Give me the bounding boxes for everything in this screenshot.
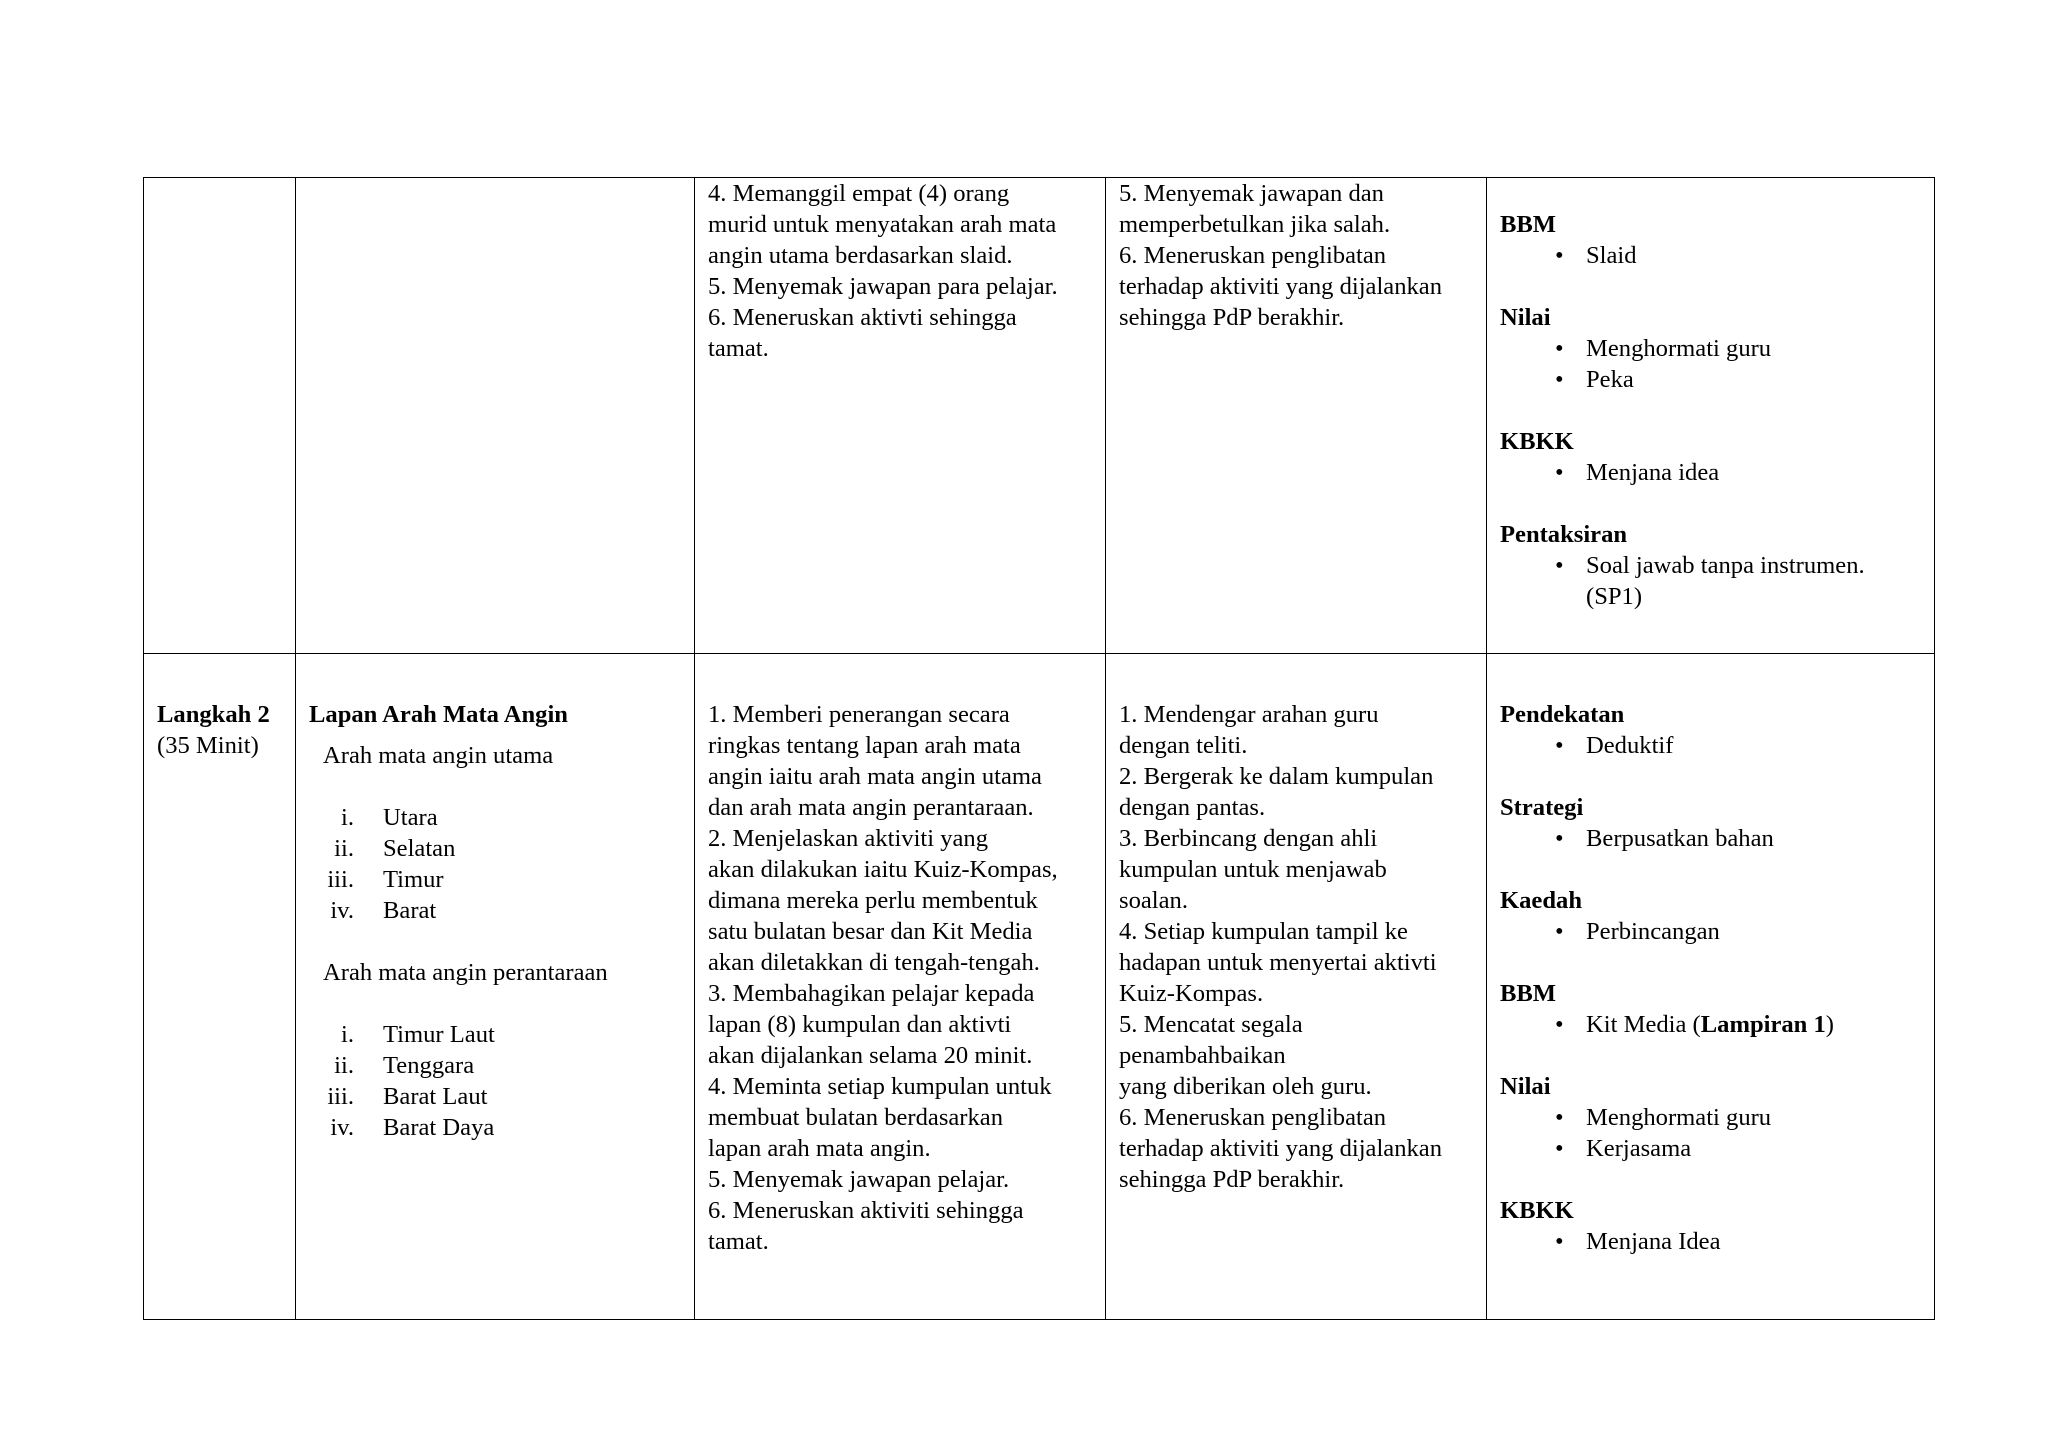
text-line: membuat bulatan berdasarkan [708,1104,1004,1131]
list-item [1555,1009,1924,1040]
spacer [1500,947,1924,978]
text-line: sehingga PdP berakhir. [1119,1166,1345,1193]
nilai-heading: Nilai [1500,1073,1551,1100]
text-line: ringkas tentang lapan arah mata [708,732,1021,759]
list-text: Timur Laut [383,1021,495,1048]
list-text: Kit Media ( [1586,1011,1701,1038]
text-line: 6. Meneruskan aktivti sehingga [708,304,1017,331]
text-line: 4. Memanggil empat (4) orang [708,180,1010,207]
notes-cell [1487,654,1935,1320]
list-text: Tenggara [383,1052,475,1079]
list-text: Utara [383,804,438,831]
student-activity-cell [1106,654,1487,1320]
pendekatan-heading: Pendekatan [1500,701,1625,728]
spacer [1500,271,1924,302]
text-line: dengan pantas. [1119,794,1266,821]
strategi-list [1500,823,1924,854]
text-line: penambahbaikan [1119,1042,1286,1069]
kaedah-list [1500,916,1924,947]
text-line: akan dijalankan selama 20 minit. [708,1042,1033,1069]
list-item: • Berpusatkan bahan [1555,823,1924,854]
list-item [309,1050,684,1081]
list-item: • Slaid [1555,240,1924,271]
bbm-heading: BBM [1500,980,1557,1007]
spacer [1500,395,1924,426]
text-line: tamat. [708,1228,769,1255]
student-activity-cell [1106,178,1487,654]
list-number: iii. [327,1083,354,1110]
text-line: dan arah mata angin perantaraan. [708,794,1034,821]
lesson-plan-table [143,177,1935,1320]
list-item: • Deduktif [1555,730,1924,761]
text-line: 5. Menyemak jawapan dan [1119,180,1384,207]
appendix-reference: Lampiran 1 [1700,1011,1826,1038]
list-item [309,895,684,926]
text-line: 5. Mencatat segala [1119,1011,1303,1038]
list-item: • Menjana Idea [1555,1226,1924,1257]
list-text: ) [1825,1011,1834,1038]
list-item: • Menghormati guru [1555,1102,1924,1133]
text-line: terhadap aktiviti yang dijalankan [1119,1135,1443,1162]
text-line: hadapan untuk menyertai aktivti [1119,949,1437,976]
text-line: angin utama berdasarkan slaid. [708,242,1013,269]
utama-label: Arah mata angin utama [323,742,554,769]
list-item [309,833,684,864]
step-cell [144,654,296,1320]
list-text: Selatan [383,835,456,862]
nilai-heading: Nilai [1500,304,1551,331]
pentaksiran-list [1500,550,1924,612]
list-item-line: (SP1) [1586,583,1643,610]
content-cell [296,178,695,654]
teacher-activity-cell [695,178,1106,654]
text-line: yang diberikan oleh guru. [1119,1073,1372,1100]
kaedah-heading: Kaedah [1500,887,1582,914]
text-line: satu bulatan besar dan Kit Media [708,918,1033,945]
text-line: tamat. [708,335,769,362]
text-line: dengan teliti. [1119,732,1248,759]
list-number: iii. [327,866,354,893]
text-line: soalan. [1119,887,1188,914]
text-line: lapan (8) kumpulan dan aktivti [708,1011,1012,1038]
nilai-list [1500,333,1924,395]
text-line: 2. Bergerak ke dalam kumpulan [1119,763,1434,790]
list-item [309,1019,684,1050]
text-line: kumpulan untuk menjawab [1119,856,1387,883]
spacer [1500,178,1924,209]
kbkk-heading: KBKK [1500,1197,1574,1224]
pentaksiran-heading: Pentaksiran [1500,521,1628,548]
list-item: • Menghormati guru [1555,333,1924,364]
bbm-heading: BBM [1500,211,1557,238]
text-line: murid untuk menyatakan arah mata [708,211,1057,238]
list-text: Barat [383,897,437,924]
text-line: 4. Meminta setiap kumpulan untuk [708,1073,1052,1100]
topic-title: Lapan Arah Mata Angin [309,701,568,728]
text-line: 2. Menjelaskan aktiviti yang [708,825,989,852]
list-item-line: Soal jawab tanpa instrumen. [1586,552,1865,579]
list-item [1555,550,1924,612]
text-line: 3. Berbincang dengan ahli [1119,825,1378,852]
text-line: 4. Setiap kumpulan tampil ke [1119,918,1408,945]
list-item: • Kerjasama [1555,1133,1924,1164]
bbm-list [1500,240,1924,271]
list-item: • Menjana idea [1555,457,1924,488]
table-row [144,178,1935,654]
text-line: 6. Meneruskan penglibatan [1119,242,1387,269]
kbkk-list [1500,1226,1924,1257]
list-number: iv. [330,1114,354,1141]
spacer [1500,761,1924,792]
bbm-list [1500,1009,1924,1040]
text-line: 5. Menyemak jawapan para pelajar. [708,273,1058,300]
content-cell [296,654,695,1320]
notes-cell [1487,178,1935,654]
list-text: Barat Laut [383,1083,488,1110]
list-item: • Peka [1555,364,1924,395]
spacer [1500,1164,1924,1195]
utama-list [309,802,684,926]
spacer [1500,1040,1924,1071]
kbkk-list [1500,457,1924,488]
text-line: memperbetulkan jika salah. [1119,211,1391,238]
kbkk-heading: KBKK [1500,428,1574,455]
perantaraan-label: Arah mata angin perantaraan [323,959,608,986]
text-line: 1. Memberi penerangan secara [708,701,1010,728]
spacer [1500,488,1924,519]
text-line: angin iaitu arah mata angin utama [708,763,1042,790]
nilai-list [1500,1102,1924,1164]
list-item [309,1081,684,1112]
text-line: akan dilakukan iaitu Kuiz-Kompas, [708,856,1058,883]
teacher-activity-cell [695,654,1106,1320]
text-line: sehingga PdP berakhir. [1119,304,1345,331]
list-text: Timur [383,866,444,893]
text-line: dimana mereka perlu membentuk [708,887,1038,914]
list-number: i. [341,1021,354,1048]
perantaraan-list [309,1019,684,1143]
list-number: iv. [330,897,354,924]
text-line: 6. Meneruskan penglibatan [1119,1104,1387,1131]
table-row [144,654,1935,1320]
spacer [309,730,684,740]
spacer [309,771,684,802]
list-item [309,1112,684,1143]
spacer [309,926,684,957]
text-line: terhadap aktiviti yang dijalankan [1119,273,1443,300]
text-line: 1. Mendengar arahan guru [1119,701,1379,728]
strategi-heading: Strategi [1500,794,1584,821]
list-number: i. [341,804,354,831]
pendekatan-list [1500,730,1924,761]
step-duration: (35 Minit) [157,732,259,759]
step-cell [144,178,296,654]
spacer [309,988,684,1019]
text-line: 5. Menyemak jawapan pelajar. [708,1166,1010,1193]
list-item [309,864,684,895]
text-line: 3. Membahagikan pelajar kepada [708,980,1035,1007]
list-item: • Perbincangan [1555,916,1924,947]
list-number: ii. [334,835,354,862]
list-text: Barat Daya [383,1114,495,1141]
text-line: Kuiz-Kompas. [1119,980,1264,1007]
text-line: akan diletakkan di tengah-tengah. [708,949,1040,976]
list-number: ii. [334,1052,354,1079]
text-line: 6. Meneruskan aktiviti sehingga [708,1197,1024,1224]
list-item [309,802,684,833]
spacer [1500,854,1924,885]
text-line: lapan arah mata angin. [708,1135,931,1162]
step-label: Langkah 2 [157,701,270,728]
